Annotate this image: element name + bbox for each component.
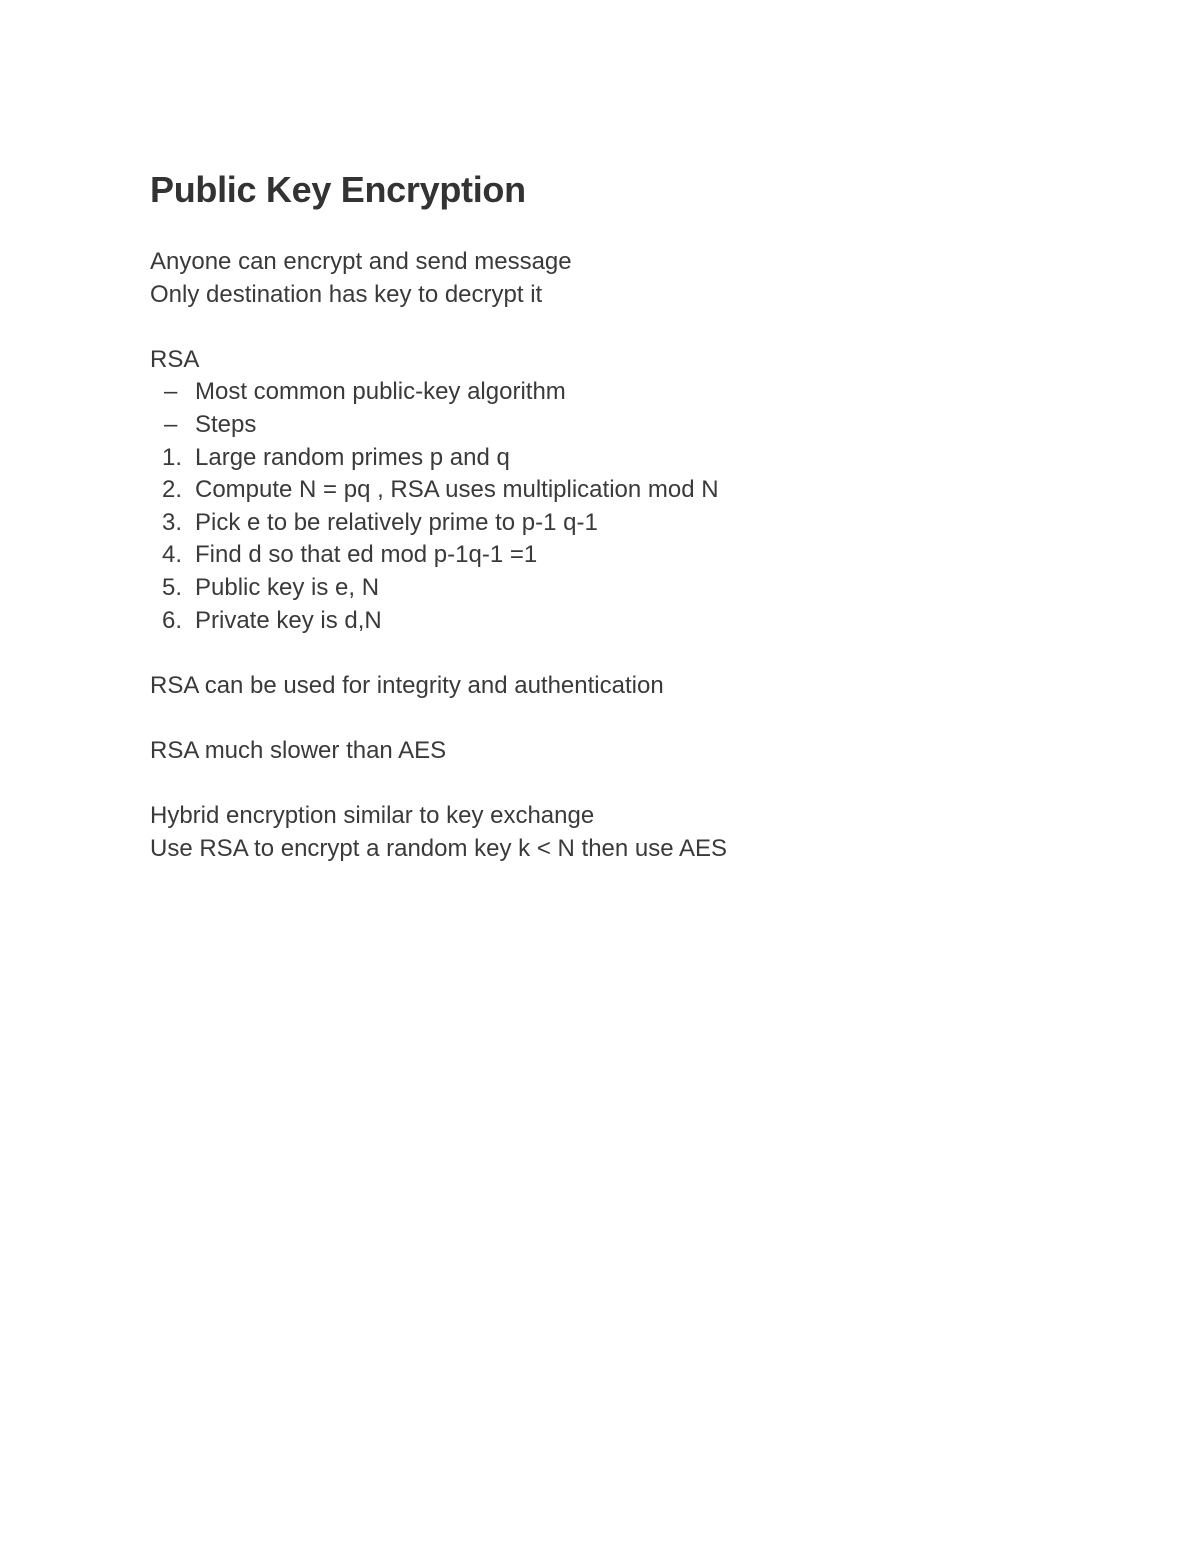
hybrid-line: Use RSA to encrypt a random key k < N then use AES [150,834,727,862]
rsa-heading: RSA [150,345,200,373]
bullet-marker: – [164,410,178,438]
step-number: 6. [162,606,183,634]
step-number: 1. [162,443,183,471]
paragraph-gap [150,311,1050,344]
step-text: Large random primes p and q [195,443,510,471]
integrity-note: RSA can be used for integrity and authentication [150,671,664,699]
intro-line: Anyone can encrypt and send message [150,248,572,275]
page-title: Public Key Encryption [150,169,526,210]
step-text: Compute N = pq , RSA uses multiplication mod N [195,476,719,504]
document-body [150,168,1050,865]
list-item [150,376,1050,409]
numbered-step [150,605,1050,638]
step-number: 2. [162,476,183,504]
numbered-step [150,507,1050,540]
list-item [150,409,1050,442]
list-item-text: Steps [195,410,257,438]
intro-line: Only destination has key to decrypt it [150,280,543,308]
list-item-text: Most common public-key algorithm [195,378,566,406]
paragraph-gap [150,768,1050,801]
bullet-marker: – [164,378,178,406]
step-text: Find d so that ed mod p-1q-1 =1 [195,541,538,569]
numbered-step [150,572,1050,605]
step-text: Private key is d,N [195,606,382,634]
paragraph-gap [150,637,1050,670]
numbered-step [150,442,1050,475]
step-number: 4. [162,541,183,569]
paragraph-gap [150,702,1050,735]
step-number: 5. [162,573,183,601]
step-number: 3. [162,508,183,536]
numbered-step [150,539,1050,572]
step-text: Public key is e, N [195,573,380,601]
hybrid-line: Hybrid encryption similar to key exchange [150,802,595,830]
speed-note: RSA much slower than AES [150,736,447,764]
step-text: Pick e to be relatively prime to p-1 q-1 [195,508,598,536]
numbered-step [150,474,1050,507]
